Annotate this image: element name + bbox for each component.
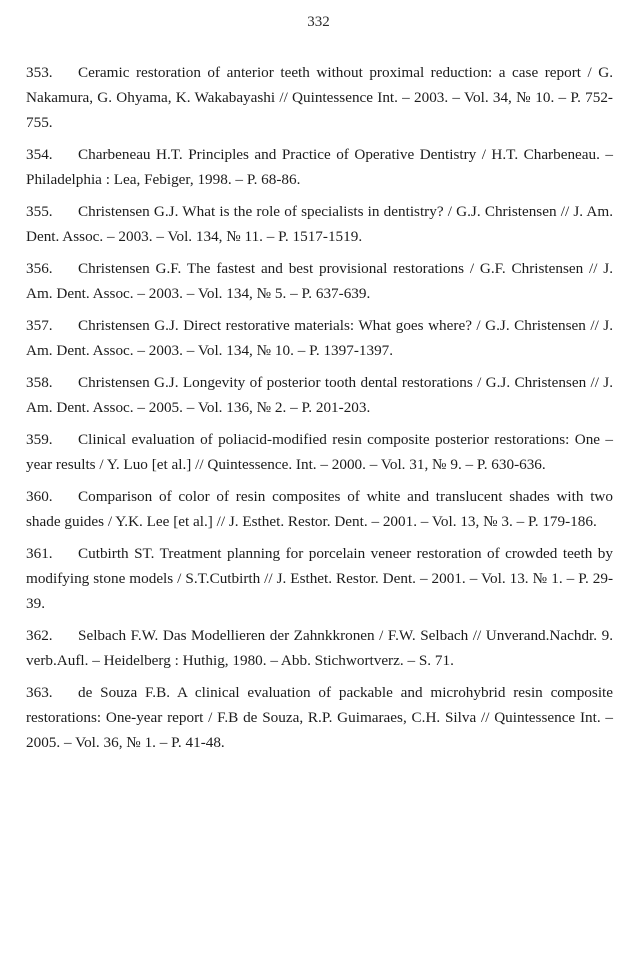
reference-number: 356. (26, 260, 53, 277)
reference-number: 359. (26, 431, 53, 448)
reference-entry (26, 484, 613, 534)
reference-entry (26, 142, 613, 192)
reference-entry (26, 370, 613, 420)
reference-list (26, 60, 613, 762)
reference-number: 355. (26, 203, 53, 220)
reference-entry (26, 199, 613, 249)
reference-entry (26, 256, 613, 306)
reference-text: Comparison of color of resin composites of white and translucent shades with two shade guides / Y.K. Lee [et al.] // J. Esthet. Restor. Dent. – 2001. – Vol. 13, № 3. – P. 179-186. (26, 488, 613, 530)
reference-entry (26, 427, 613, 477)
reference-text: Christensen G.J. What is the role of specialists in dentistry? / G.J. Christensen // J. Am. Dent. Assoc. – 2003. – Vol. 134, № 11. – P. 1517-1519. (26, 203, 613, 245)
reference-text: Charbeneau H.T. Principles and Practice of Operative Dentistry / H.T. Charbeneau. – Philadelphia : Lea, Febiger, 1998. – P. 68-86. (26, 146, 613, 188)
reference-text: de Souza F.B. A clinical evaluation of packable and microhybrid resin composite restorations: One-year report / F.B de Souza, R.P. Guimaraes, C.H. Silva // Quintessence Int. – 2005. – Vol. 36, № 1. – P. 41-48. (26, 684, 613, 751)
reference-entry (26, 680, 613, 755)
reference-text: Christensen G.J. Longevity of posterior tooth dental restorations / G.J. Christensen // J. Am. Dent. Assoc. – 2005. – Vol. 136, № 2. – P. 201-203. (26, 374, 613, 416)
reference-entry (26, 541, 613, 616)
reference-entry (26, 60, 613, 135)
reference-number: 360. (26, 488, 53, 505)
reference-number: 362. (26, 627, 53, 644)
reference-number: 358. (26, 374, 53, 391)
reference-entry (26, 623, 613, 673)
reference-text: Clinical evaluation of poliacid-modified resin composite posterior restorations: One – year results / Y. Luo [et al.] // Quintessence. Int. – 2000. – Vol. 31, № 9. – P. 630-636. (26, 431, 613, 473)
reference-number: 357. (26, 317, 53, 334)
reference-number: 354. (26, 146, 53, 163)
reference-number: 361. (26, 545, 53, 562)
reference-text: Cutbirth ST. Treatment planning for porcelain veneer restoration of crowded teeth by modifying stone models / S.T.Cutbirth // J. Esthet. Restor. Dent. – 2001. – Vol. 13. № 1. – P. 29-39. (26, 545, 613, 612)
page-number: 332 (307, 14, 330, 30)
reference-text: Christensen G.J. Direct restorative materials: What goes where? / G.J. Christensen // J. Am. Dent. Assoc. – 2003. – Vol. 134, № 10. – P. 1397-1397. (26, 317, 613, 359)
reference-entry (26, 313, 613, 363)
reference-text: Selbach F.W. Das Modellieren der Zahnkkronen / F.W. Selbach // Unverand.Nachdr. 9. verb.Aufl. – Heidelberg : Huthig, 1980. – Abb. Stichwortverz. – S. 71. (26, 627, 613, 669)
reference-text: Christensen G.F. The fastest and best provisional restorations / G.F. Christensen // J. Am. Dent. Assoc. – 2003. – Vol. 134, № 5. – P. 637-639. (26, 260, 613, 302)
reference-number: 353. (26, 64, 53, 81)
reference-text: Ceramic restoration of anterior teeth without proximal reduction: a case report / G. Nakamura, G. Ohyama, K. Wakabayashi // Quintessence Int. – 2003. – Vol. 34, № 10. – P. 752-755. (26, 64, 613, 131)
reference-number: 363. (26, 684, 53, 701)
